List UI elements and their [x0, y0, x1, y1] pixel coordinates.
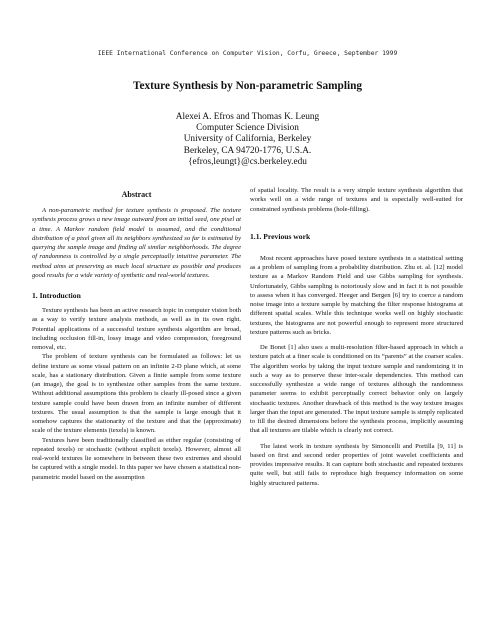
introduction-heading: 1. Introduction [32, 291, 81, 300]
author-department: Computer Science Division [196, 123, 299, 134]
author-names: Alexei A. Efros and Thomas K. Leung [175, 112, 320, 122]
previous-work-paragraph-2: De Bonet [1] also uses a multi-resolution filter-based approach in which a texture patch at a finer scale is conditioned on its “parents” at the coarser scales. The algorithm works by taking the input texture sample and randomizing it in such a way as to preserve these inter-scale dependencies. This method can successfully synthesize a wide range of textures although the randomness parameter seems to exhibit perceptually correct behavior only on largely stochastic textures. Another drawback of this method is the way texture images larger than the input are generated. The input texture sample is simply replicated to fill the desired dimensions before the synthesis process, implicitly assuming that all textures are tilable which is clearly not correct. [250, 344, 463, 435]
author-address: Berkeley, CA 94720-1776, U.S.A. [183, 145, 312, 156]
right-column [250, 186, 463, 488]
intro-paragraph-2: The problem of texture synthesis can be formulated as follows: let us define texture as some visual pattern on an infinite 2-D plane which, at some scale, has a stationary distribution. Given a finite sample from some texture (an image), the goal is to synthesize other samples from the same texture. Without additional assumptions this problem is clearly ill-posed since a given texture sample could have been drawn from an infinite number of different textures. The usual assumption is that the sample is large enough that it somehow captures the stationarity of the texture and that the (approximate) scale of the texture elements (texels) is known. [32, 353, 241, 435]
previous-work-heading: 1.1. Previous work [250, 231, 311, 241]
author-block [0, 112, 495, 168]
intro-continued: of spatial locality. The result is a very simple texture synthesis algorithm that works well on a wide range of textures and is especially well-suited for constrained synthesis problems (hole-filling). [250, 187, 463, 213]
running-head: IEEE International Conference on Computer Vision, Corfu, Greece, September 1999 [97, 50, 398, 57]
author-university: University of California, Berkeley [183, 134, 312, 145]
previous-work-paragraph-3: The latest work in texture synthesis by Simoncelli and Portilla [9, 11] is based on first and second order properties of joint wavelet coefficients and provides impressive results. It can capture both stochastic and repeated textures quite well, but still fails to reproduce high frequency information on some highly structured patterns. [250, 442, 463, 487]
author-email: {efros,leungt}@cs.berkeley.edu [188, 156, 307, 167]
left-column [32, 189, 241, 482]
previous-work-paragraph-1: Most recent approaches have posed texture synthesis in a statistical setting as a problem of sampling from a probability distribution. Zhu et. al. [12] model texture as a Markov Random Field and use Gibbs sampling for synthesis. Unfortunately, Gibbs sampling is notoriously slow and in fact it is not possible to assess when it has converged. Heeger and Bergen [6] try to coerce a random noise image into a texture sample by matching the filter response histograms at different spatial scales. While this technique works well on highly stochastic textures, the histograms are not powerful enough to represent more structured texture patterns such as bricks. [250, 254, 463, 336]
paper-title: Texture Synthesis by Non-parametric Sampling [132, 80, 363, 92]
intro-paragraph-3: Textures have been traditionally classified as either regular (consisting of repeated texels) or stochastic (without explicit texels). However, almost all real-world textures lie somewhere in between these two extremes and should be captured with a single model. In this paper we have chosen a statistical non-parametric model based on the assumption [32, 436, 241, 481]
intro-paragraph-1: Texture synthesis has been an active research topic in computer vision both as a way to verify texture analysis methods, as well as in its own right. Potential applications of a successful texture synthesis algorithm are broad, including occlusion fill-in, lossy image and video compression, foreground removal, etc. [32, 307, 241, 351]
abstract-heading: Abstract [121, 190, 152, 199]
abstract-text: A non-parametric method for texture synthesis is proposed. The texture synthesis process grows a new image outward from an initial seed, one pixel at a time. A Markov random field model is assumed, and the conditional distribution of a pixel given all its neighbors synthesized so far is estimated by querying the sample image and finding all similar neighborhoods. The degree of randomness is controlled by a single perceptually intuitive parameter. The method aims at preserving as much local structure as possible and produces good results for a wide variety of synthetic and real-world textures. [32, 207, 241, 279]
